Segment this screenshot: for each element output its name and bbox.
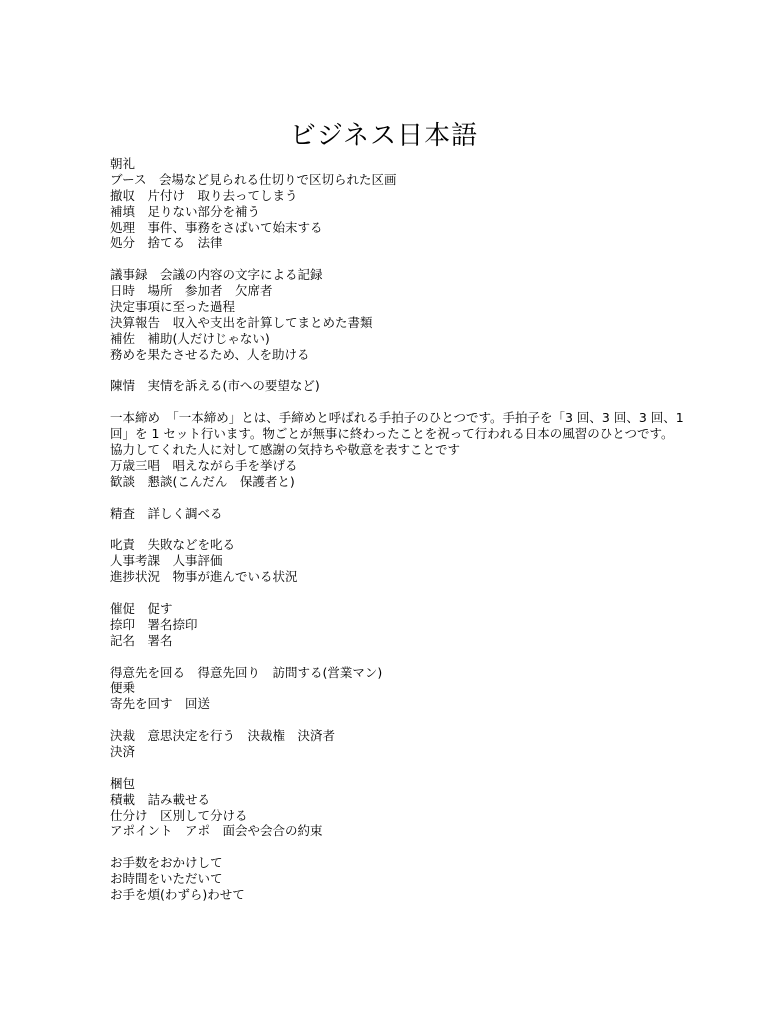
- text-line: 人事考課 人事評価: [110, 553, 223, 569]
- text-line: 進捗状況 物事が進んでいる状況: [110, 569, 298, 585]
- text-line: 決算報告 収入や支出を計算してまとめた書類: [110, 314, 373, 330]
- section-reprimand: [110, 537, 700, 585]
- section-scrutiny: [110, 506, 700, 522]
- text-line: お手を煩(わずら)わせて: [110, 886, 245, 902]
- text-line: お手数をおかけして: [110, 855, 223, 871]
- section-ippon-jime: [110, 410, 700, 489]
- section-clients: [110, 665, 700, 713]
- text-line: 催促 促す: [110, 600, 173, 616]
- text-line: 叱責 失敗などを叱る: [110, 537, 236, 553]
- text-line: 議事録 会議の内容の文字による記録: [110, 267, 323, 283]
- blank-line: [110, 490, 700, 506]
- text-line: 便乗: [110, 680, 136, 696]
- text-line: お時間をいただいて: [110, 871, 223, 887]
- text-line: 一本締め 「一本締め」とは、手締めと呼ばれる手拍子のひとつです。手拍子を「3 回、3 回、3 回、1: [110, 410, 684, 426]
- text-line: 朝礼: [110, 156, 136, 171]
- section-petition: [110, 378, 700, 394]
- text-line: 決定事項に至った過程: [110, 299, 236, 315]
- text-line: 歓談 懇談(こんだん 保護者と): [110, 473, 295, 489]
- text-line: 精査 詳しく調べる: [110, 505, 223, 521]
- text-line: 決裁 意思決定を行う 決裁権 決済者: [110, 728, 336, 744]
- section-morning-meeting: [110, 156, 700, 251]
- text-line: 陳情 実情を訴える(市への要望など): [110, 378, 320, 394]
- section-approval: [110, 728, 700, 760]
- blank-line: [110, 251, 700, 267]
- blank-line: [110, 363, 700, 379]
- section-polite-phrases: [110, 855, 700, 903]
- text-line: 回」を 1 セット行います。物ごとが無事に終わったことを祝って行われる日本の風習のひとつです。: [110, 426, 674, 442]
- document-body: [110, 156, 700, 903]
- blank-line: [110, 649, 700, 665]
- text-line: 補填 足りない部分を補う: [110, 203, 261, 219]
- blank-line: [110, 521, 700, 537]
- document-title: ビジネス日本語: [289, 121, 479, 151]
- text-line: 撤収 片付け 取り去ってしまう: [110, 187, 298, 203]
- text-line: 得意先を回る 得意先回り 訪問する(営業マン): [110, 664, 383, 680]
- blank-line: [110, 712, 700, 728]
- text-line: 協力してくれた人に対して感謝の気持ちや敬意を表すことです: [110, 442, 461, 458]
- text-line: 積載 詰み載せる: [110, 791, 211, 807]
- text-line: 捺印 署名捺印: [110, 616, 198, 632]
- section-packing: [110, 776, 700, 840]
- text-line: 記名 署名: [110, 632, 173, 648]
- blank-line: [110, 760, 700, 776]
- blank-line: [110, 585, 700, 601]
- text-line: ブース 会場など見られる仕切りで区切られた区画: [110, 171, 397, 187]
- section-reminder: [110, 601, 700, 649]
- text-line: 寄先を回す 回送: [110, 696, 211, 712]
- text-line: 処分 捨てる 法律: [110, 235, 223, 251]
- text-line: 万歳三唱 唱えながら手を挙げる: [110, 457, 298, 473]
- text-line: 仕分け 区別して分ける: [110, 807, 248, 823]
- blank-line: [110, 394, 700, 410]
- text-line: 梱包: [110, 775, 136, 791]
- text-line: 決済: [110, 743, 136, 759]
- section-minutes: [110, 267, 700, 362]
- text-line: 日時 場所 参加者 欠席者: [110, 283, 273, 299]
- text-line: 務めを果たさせるため、人を助ける: [110, 346, 310, 362]
- text-line: 補佐 補助(人だけじゃない): [110, 330, 270, 346]
- text-line: 処理 事件、事務をさばいて始末する: [110, 219, 323, 235]
- text-line: アポイント アポ 面会や会合の約束: [110, 823, 323, 839]
- blank-line: [110, 839, 700, 855]
